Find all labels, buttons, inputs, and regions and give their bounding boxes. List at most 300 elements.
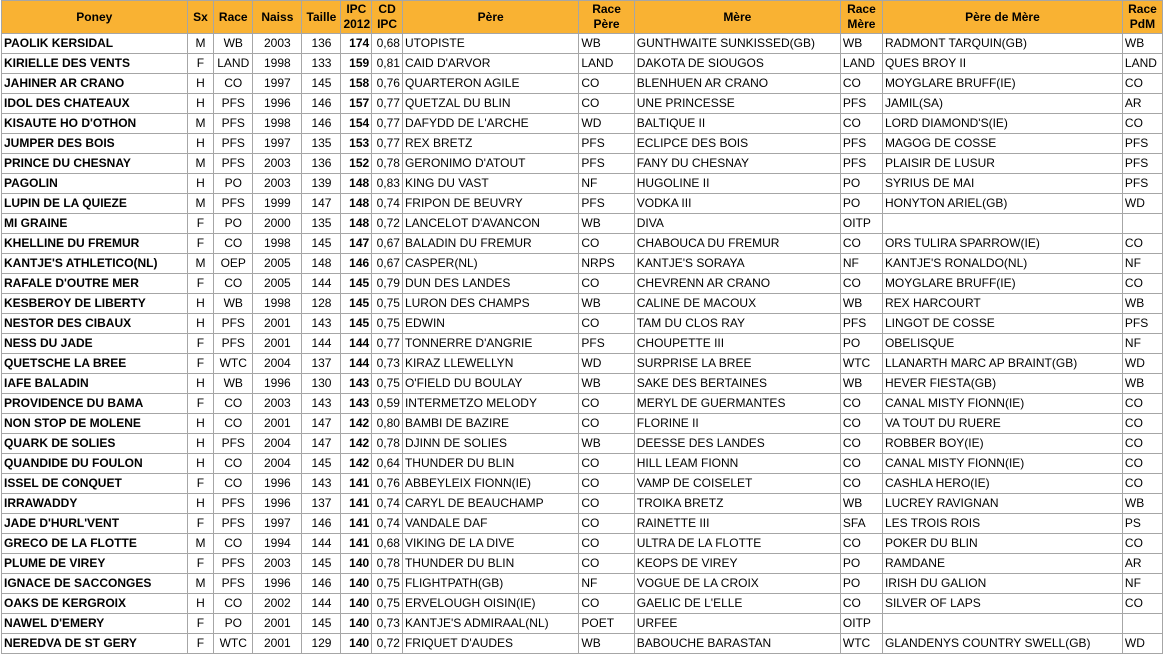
cell-sx: F — [187, 234, 214, 254]
cell-sx: H — [187, 414, 214, 434]
cell-race-mere: PO — [840, 194, 882, 214]
cell-race-pdm: PFS — [1122, 134, 1162, 154]
cell-race-mere: CO — [840, 434, 882, 454]
cell-race-mere: PFS — [840, 314, 882, 334]
cell-race-pere: CO — [579, 474, 634, 494]
cell-race: OEP — [214, 254, 253, 274]
cell-ipc: 146 — [341, 254, 372, 274]
cell-race-pdm: CO — [1122, 434, 1162, 454]
cell-race-mere: NF — [840, 254, 882, 274]
cell-pere-de-mere: LINGOT DE COSSE — [882, 314, 1122, 334]
cell-pere-de-mere: HEVER FIESTA(GB) — [882, 374, 1122, 394]
cell-pere: FLIGHTPATH(GB) — [402, 574, 578, 594]
cell-race-pere: PFS — [579, 154, 634, 174]
cell-sx: M — [187, 154, 214, 174]
cell-race: PFS — [214, 194, 253, 214]
cell-race: PFS — [214, 514, 253, 534]
cell-pere-de-mere: SILVER OF LAPS — [882, 594, 1122, 614]
cell-sx: M — [187, 114, 214, 134]
cell-cd-ipc: 0,77 — [372, 134, 403, 154]
table-row — [2, 494, 1163, 514]
cell-pere: DUN DES LANDES — [402, 274, 578, 294]
cell-race-mere: CO — [840, 274, 882, 294]
cell-ipc: 159 — [341, 54, 372, 74]
cell-sx: H — [187, 134, 214, 154]
cell-sx: H — [187, 174, 214, 194]
cell-poney: PAOLIK KERSIDAL — [2, 34, 188, 54]
cell-pere: KIRAZ LLEWELLYN — [402, 354, 578, 374]
cell-poney: PRINCE DU CHESNAY — [2, 154, 188, 174]
table-row — [2, 154, 1163, 174]
cell-sx: F — [187, 554, 214, 574]
cell-race: PO — [214, 214, 253, 234]
cell-ipc: 147 — [341, 234, 372, 254]
cell-poney: PROVIDENCE DU BAMA — [2, 394, 188, 414]
cell-naiss: 1998 — [253, 294, 302, 314]
cell-race-pdm: WD — [1122, 634, 1162, 654]
cell-sx: H — [187, 374, 214, 394]
cell-race-pere: CO — [579, 514, 634, 534]
cell-race-pdm: WB — [1122, 374, 1162, 394]
cell-race-pdm: WD — [1122, 354, 1162, 374]
cell-race-pere: CO — [579, 534, 634, 554]
cell-mere: HUGOLINE II — [634, 174, 840, 194]
cell-pere-de-mere: QUES BROY II — [882, 54, 1122, 74]
cell-ipc: 143 — [341, 374, 372, 394]
cell-race-pere: WB — [579, 214, 634, 234]
cell-race-mere: OITP — [840, 614, 882, 634]
cell-pere: CARYL DE BEAUCHAMP — [402, 494, 578, 514]
cell-mere: SURPRISE LA BREE — [634, 354, 840, 374]
cell-pere: ABBEYLEIX FIONN(IE) — [402, 474, 578, 494]
cell-race: WB — [214, 374, 253, 394]
header-race: Race — [214, 1, 253, 34]
cell-pere-de-mere: JAMIL(SA) — [882, 94, 1122, 114]
table-row — [2, 194, 1163, 214]
cell-race-pere: WB — [579, 374, 634, 394]
cell-race: CO — [214, 534, 253, 554]
cell-race-pdm — [1122, 214, 1162, 234]
cell-ipc: 143 — [341, 394, 372, 414]
cell-race: CO — [214, 594, 253, 614]
table-row — [2, 214, 1163, 234]
cell-cd-ipc: 0,78 — [372, 154, 403, 174]
table-row — [2, 414, 1163, 434]
cell-race-pdm: NF — [1122, 254, 1162, 274]
cell-taille: 137 — [302, 354, 341, 374]
table-row — [2, 174, 1163, 194]
cell-race: CO — [214, 414, 253, 434]
cell-taille: 146 — [302, 514, 341, 534]
cell-sx: F — [187, 354, 214, 374]
cell-pere: REX BRETZ — [402, 134, 578, 154]
cell-taille: 146 — [302, 114, 341, 134]
header-race-mere-line1: Race — [847, 2, 876, 16]
cell-pere-de-mere: RADMONT TARQUIN(GB) — [882, 34, 1122, 54]
cell-naiss: 2003 — [253, 394, 302, 414]
cell-sx: H — [187, 94, 214, 114]
cell-race-pere: CO — [579, 394, 634, 414]
cell-pere-de-mere: ROBBER BOY(IE) — [882, 434, 1122, 454]
cell-mere: GUNTHWAITE SUNKISSED(GB) — [634, 34, 840, 54]
cell-ipc: 153 — [341, 134, 372, 154]
cell-mere: KEOPS DE VIREY — [634, 554, 840, 574]
cell-poney: KISAUTE HO D'OTHON — [2, 114, 188, 134]
cell-cd-ipc: 0,73 — [372, 354, 403, 374]
cell-poney: PLUME DE VIREY — [2, 554, 188, 574]
table-row — [2, 334, 1163, 354]
cell-sx: H — [187, 454, 214, 474]
cell-cd-ipc: 0,74 — [372, 194, 403, 214]
cell-naiss: 1996 — [253, 494, 302, 514]
cell-pere: O'FIELD DU BOULAY — [402, 374, 578, 394]
table-row — [2, 374, 1163, 394]
cell-race-pere: CO — [579, 414, 634, 434]
cell-ipc: 141 — [341, 534, 372, 554]
cell-taille: 135 — [302, 214, 341, 234]
cell-poney: NESS DU JADE — [2, 334, 188, 354]
table-row — [2, 94, 1163, 114]
cell-poney: KANTJE'S ATHLETICO(NL) — [2, 254, 188, 274]
cell-race: PO — [214, 614, 253, 634]
pony-ranking-table — [1, 0, 1163, 654]
cell-pere-de-mere: VA TOUT DU RUERE — [882, 414, 1122, 434]
cell-pere: QUARTERON AGILE — [402, 74, 578, 94]
cell-pere: CASPER(NL) — [402, 254, 578, 274]
cell-mere: FANY DU CHESNAY — [634, 154, 840, 174]
cell-pere-de-mere: OBELISQUE — [882, 334, 1122, 354]
cell-race-mere: OITP — [840, 214, 882, 234]
cell-poney: OAKS DE KERGROIX — [2, 594, 188, 614]
cell-sx: F — [187, 214, 214, 234]
cell-ipc: 144 — [341, 354, 372, 374]
cell-naiss: 1996 — [253, 574, 302, 594]
cell-poney: ISSEL DE CONQUET — [2, 474, 188, 494]
cell-pere: DJINN DE SOLIES — [402, 434, 578, 454]
cell-race-mere: PO — [840, 174, 882, 194]
cell-pere-de-mere — [882, 214, 1122, 234]
cell-pere-de-mere: HONYTON ARIEL(GB) — [882, 194, 1122, 214]
cell-race: WTC — [214, 634, 253, 654]
cell-cd-ipc: 0,74 — [372, 514, 403, 534]
cell-mere: TROIKA BRETZ — [634, 494, 840, 514]
cell-pere-de-mere: CANAL MISTY FIONN(IE) — [882, 454, 1122, 474]
cell-race-pere: CO — [579, 274, 634, 294]
header-ipc-line2: 2012 — [343, 17, 371, 31]
cell-taille: 143 — [302, 314, 341, 334]
cell-pere-de-mere: LES TROIS ROIS — [882, 514, 1122, 534]
cell-poney: QUANDIDE DU FOULON — [2, 454, 188, 474]
cell-ipc: 140 — [341, 574, 372, 594]
cell-cd-ipc: 0,81 — [372, 54, 403, 74]
table-row — [2, 474, 1163, 494]
cell-naiss: 2002 — [253, 594, 302, 614]
cell-pere-de-mere: GLANDENYS COUNTRY SWELL(GB) — [882, 634, 1122, 654]
cell-cd-ipc: 0,78 — [372, 434, 403, 454]
cell-race-mere: PO — [840, 334, 882, 354]
cell-pere: THUNDER DU BLIN — [402, 454, 578, 474]
cell-cd-ipc: 0,76 — [372, 474, 403, 494]
cell-taille: 136 — [302, 154, 341, 174]
cell-naiss: 2001 — [253, 614, 302, 634]
cell-ipc: 142 — [341, 414, 372, 434]
cell-cd-ipc: 0,67 — [372, 234, 403, 254]
cell-sx: F — [187, 634, 214, 654]
cell-pere-de-mere: LLANARTH MARC AP BRAINT(GB) — [882, 354, 1122, 374]
cell-mere: CHOUPETTE III — [634, 334, 840, 354]
cell-taille: 144 — [302, 334, 341, 354]
cell-naiss: 1994 — [253, 534, 302, 554]
cell-mere: SAKE DES BERTAINES — [634, 374, 840, 394]
cell-poney: QUETSCHE LA BREE — [2, 354, 188, 374]
cell-ipc: 144 — [341, 334, 372, 354]
cell-race-pere: WD — [579, 354, 634, 374]
cell-pere-de-mere: MOYGLARE BRUFF(IE) — [882, 74, 1122, 94]
cell-race-mere: PFS — [840, 94, 882, 114]
cell-pere: BALADIN DU FREMUR — [402, 234, 578, 254]
cell-naiss: 2001 — [253, 334, 302, 354]
cell-cd-ipc: 0,75 — [372, 574, 403, 594]
cell-race-mere: SFA — [840, 514, 882, 534]
cell-taille: 145 — [302, 454, 341, 474]
cell-ipc: 141 — [341, 514, 372, 534]
cell-pere-de-mere: PLAISIR DE LUSUR — [882, 154, 1122, 174]
cell-naiss: 1999 — [253, 194, 302, 214]
cell-naiss: 2004 — [253, 454, 302, 474]
cell-race-pere: WB — [579, 434, 634, 454]
cell-pere-de-mere: ORS TULIRA SPARROW(IE) — [882, 234, 1122, 254]
cell-naiss: 2001 — [253, 634, 302, 654]
cell-poney: JADE D'HURL'VENT — [2, 514, 188, 534]
cell-pere: FRIQUET D'AUDES — [402, 634, 578, 654]
table-row — [2, 274, 1163, 294]
cell-cd-ipc: 0,75 — [372, 294, 403, 314]
cell-race-pdm: WB — [1122, 294, 1162, 314]
cell-poney: JAHINER AR CRANO — [2, 74, 188, 94]
cell-mere: CHEVRENN AR CRANO — [634, 274, 840, 294]
header-poney: Poney — [2, 1, 188, 34]
cell-cd-ipc: 0,80 — [372, 414, 403, 434]
table-row — [2, 54, 1163, 74]
cell-race-pere: CO — [579, 94, 634, 114]
cell-poney: MI GRAINE — [2, 214, 188, 234]
cell-naiss: 1998 — [253, 234, 302, 254]
cell-race: CO — [214, 234, 253, 254]
cell-pere: INTERMETZO MELODY — [402, 394, 578, 414]
cell-race: PFS — [214, 114, 253, 134]
cell-race: CO — [214, 454, 253, 474]
cell-pere-de-mere: MOYGLARE BRUFF(IE) — [882, 274, 1122, 294]
cell-race-pere: CO — [579, 454, 634, 474]
cell-cd-ipc: 0,73 — [372, 614, 403, 634]
cell-pere: TONNERRE D'ANGRIE — [402, 334, 578, 354]
cell-race-mere: CO — [840, 454, 882, 474]
cell-race-pdm: AR — [1122, 554, 1162, 574]
cell-race-mere: PO — [840, 554, 882, 574]
cell-mere: DAKOTA DE SIOUGOS — [634, 54, 840, 74]
cell-naiss: 2005 — [253, 274, 302, 294]
cell-mere: HILL LEAM FIONN — [634, 454, 840, 474]
cell-race: PFS — [214, 134, 253, 154]
cell-race-pere: NRPS — [579, 254, 634, 274]
cell-race-pdm: PS — [1122, 514, 1162, 534]
cell-race-pdm: CO — [1122, 274, 1162, 294]
cell-poney: KIRIELLE DES VENTS — [2, 54, 188, 74]
cell-pere-de-mere: LORD DIAMOND'S(IE) — [882, 114, 1122, 134]
cell-race-pdm: CO — [1122, 114, 1162, 134]
cell-cd-ipc: 0,59 — [372, 394, 403, 414]
cell-pere: GERONIMO D'ATOUT — [402, 154, 578, 174]
cell-ipc: 141 — [341, 494, 372, 514]
header-race-pdm-line1: Race — [1128, 2, 1157, 16]
cell-race-mere: CO — [840, 394, 882, 414]
header-mere: Mère — [634, 1, 840, 34]
cell-race: PFS — [214, 494, 253, 514]
cell-sx: M — [187, 254, 214, 274]
cell-mere: RAINETTE III — [634, 514, 840, 534]
cell-mere: VOGUE DE LA CROIX — [634, 574, 840, 594]
cell-cd-ipc: 0,75 — [372, 594, 403, 614]
cell-mere: VODKA III — [634, 194, 840, 214]
header-ipc — [341, 1, 372, 34]
cell-naiss: 2004 — [253, 434, 302, 454]
cell-poney: QUARK DE SOLIES — [2, 434, 188, 454]
header-cd-line2: IPC — [377, 17, 398, 31]
header-race-pere — [579, 1, 634, 34]
cell-race-pdm: CO — [1122, 454, 1162, 474]
table-row — [2, 34, 1163, 54]
cell-naiss: 2003 — [253, 34, 302, 54]
cell-poney: IGNACE DE SACCONGES — [2, 574, 188, 594]
cell-mere: ECLIPCE DES BOIS — [634, 134, 840, 154]
cell-race-pere: WB — [579, 294, 634, 314]
cell-pere-de-mere: RAMDANE — [882, 554, 1122, 574]
cell-race-pere: LAND — [579, 54, 634, 74]
cell-pere: VANDALE DAF — [402, 514, 578, 534]
cell-sx: H — [187, 294, 214, 314]
cell-race-pere: CO — [579, 234, 634, 254]
cell-pere-de-mere: KANTJE'S RONALDO(NL) — [882, 254, 1122, 274]
cell-race-pdm: CO — [1122, 234, 1162, 254]
cell-race-pere: POET — [579, 614, 634, 634]
cell-naiss: 1996 — [253, 474, 302, 494]
table-row — [2, 614, 1163, 634]
cell-ipc: 142 — [341, 434, 372, 454]
cell-race: PFS — [214, 94, 253, 114]
cell-race-pere: PFS — [579, 194, 634, 214]
cell-ipc: 152 — [341, 154, 372, 174]
cell-race: CO — [214, 474, 253, 494]
cell-pere: VIKING DE LA DIVE — [402, 534, 578, 554]
header-ipc-line1: IPC — [346, 2, 367, 16]
header-race-pere-line2: Père — [593, 17, 620, 31]
cell-sx: H — [187, 494, 214, 514]
cell-poney: IDOL DES CHATEAUX — [2, 94, 188, 114]
header-race-mere — [840, 1, 882, 34]
cell-naiss: 2005 — [253, 254, 302, 274]
cell-mere: FLORINE II — [634, 414, 840, 434]
cell-naiss: 2004 — [253, 354, 302, 374]
cell-sx: F — [187, 334, 214, 354]
cell-pere: LURON DES CHAMPS — [402, 294, 578, 314]
cell-race: PFS — [214, 574, 253, 594]
cell-cd-ipc: 0,64 — [372, 454, 403, 474]
cell-race-pdm: WD — [1122, 194, 1162, 214]
cell-mere: UNE PRINCESSE — [634, 94, 840, 114]
cell-pere-de-mere: POKER DU BLIN — [882, 534, 1122, 554]
cell-taille: 137 — [302, 494, 341, 514]
table-row — [2, 454, 1163, 474]
cell-cd-ipc: 0,75 — [372, 374, 403, 394]
cell-sx: H — [187, 74, 214, 94]
cell-cd-ipc: 0,83 — [372, 174, 403, 194]
header-row — [2, 1, 1163, 34]
header-race-pdm-line2: PdM — [1129, 17, 1156, 31]
cell-taille: 145 — [302, 614, 341, 634]
cell-poney: NON STOP DE MOLENE — [2, 414, 188, 434]
cell-ipc: 148 — [341, 174, 372, 194]
cell-pere-de-mere — [882, 614, 1122, 634]
cell-sx: F — [187, 614, 214, 634]
cell-naiss: 1997 — [253, 74, 302, 94]
table-row — [2, 574, 1163, 594]
cell-race-pere: WB — [579, 34, 634, 54]
cell-ipc: 158 — [341, 74, 372, 94]
cell-taille: 128 — [302, 294, 341, 314]
cell-cd-ipc: 0,77 — [372, 334, 403, 354]
cell-cd-ipc: 0,68 — [372, 34, 403, 54]
cell-pere-de-mere: REX HARCOURT — [882, 294, 1122, 314]
cell-race-pdm: WB — [1122, 34, 1162, 54]
header-taille: Taille — [302, 1, 341, 34]
cell-pere-de-mere: LUCREY RAVIGNAN — [882, 494, 1122, 514]
cell-race-pdm: PFS — [1122, 154, 1162, 174]
cell-poney: GRECO DE LA FLOTTE — [2, 534, 188, 554]
cell-race-pdm: WB — [1122, 494, 1162, 514]
cell-sx: M — [187, 194, 214, 214]
cell-race: WTC — [214, 354, 253, 374]
cell-race-pdm — [1122, 614, 1162, 634]
cell-poney: LUPIN DE LA QUIEZE — [2, 194, 188, 214]
cell-race-pdm: CO — [1122, 414, 1162, 434]
table-row — [2, 74, 1163, 94]
cell-naiss: 1998 — [253, 114, 302, 134]
table-row — [2, 534, 1163, 554]
cell-race: PFS — [214, 554, 253, 574]
cell-mere: ULTRA DE LA FLOTTE — [634, 534, 840, 554]
cell-naiss: 1997 — [253, 514, 302, 534]
cell-taille: 130 — [302, 374, 341, 394]
header-race-pere-line1: Race — [592, 2, 621, 16]
cell-mere: DIVA — [634, 214, 840, 234]
cell-race-pere: NF — [579, 574, 634, 594]
cell-cd-ipc: 0,67 — [372, 254, 403, 274]
header-naiss: Naiss — [253, 1, 302, 34]
cell-pere: CAID D'ARVOR — [402, 54, 578, 74]
cell-pere-de-mere: CASHLA HERO(IE) — [882, 474, 1122, 494]
table-row — [2, 434, 1163, 454]
cell-mere: KANTJE'S SORAYA — [634, 254, 840, 274]
table-row — [2, 594, 1163, 614]
cell-ipc: 142 — [341, 454, 372, 474]
cell-race-mere: WB — [840, 374, 882, 394]
cell-taille: 144 — [302, 534, 341, 554]
cell-race-pdm: NF — [1122, 334, 1162, 354]
cell-race: LAND — [214, 54, 253, 74]
cell-mere: BALTIQUE II — [634, 114, 840, 134]
cell-cd-ipc: 0,75 — [372, 314, 403, 334]
cell-race: PO — [214, 174, 253, 194]
